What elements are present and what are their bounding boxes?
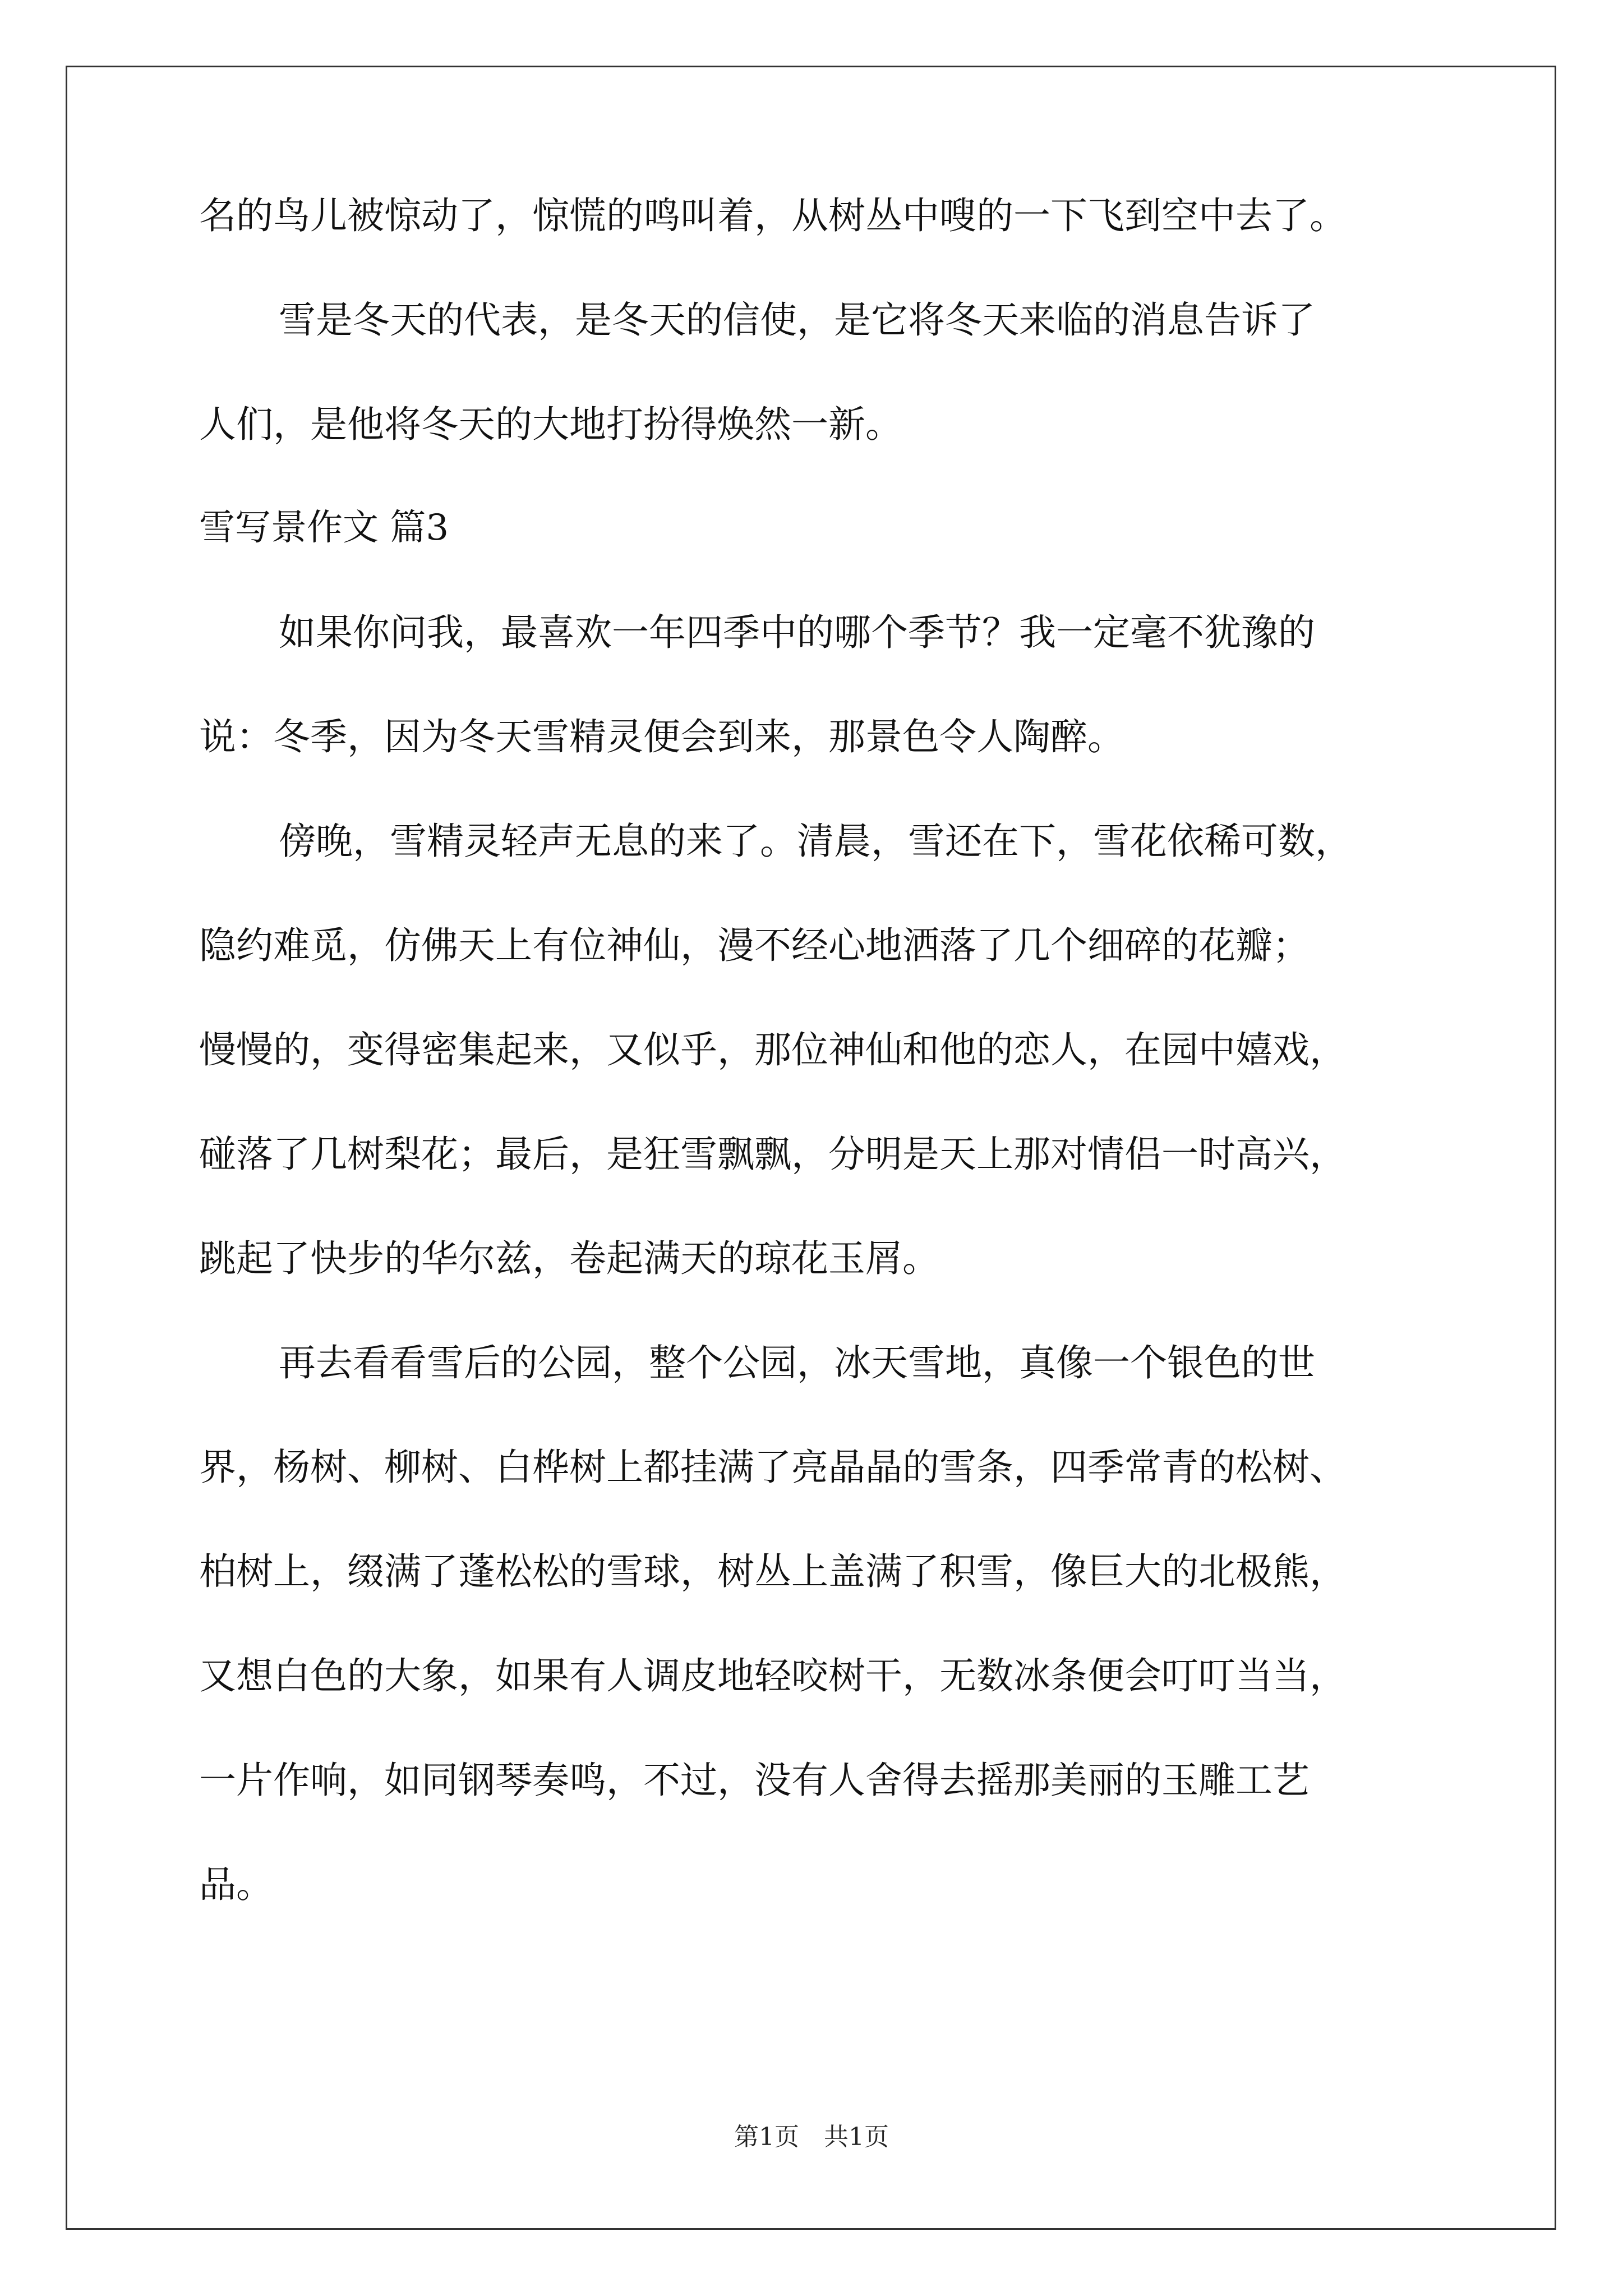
text-line: 人们，是他将冬天的大地打扮得焕然一新。 [199,403,902,446]
text-line: 品。 [199,1863,273,1906]
text-line: 又想白色的大象，如果有人调皮地轻咬树干，无数冰条便会叮叮当当， [199,1654,1347,1697]
section-heading: 雪写景作文 篇3 [199,507,449,549]
text-line: 隐约难觅，仿佛天上有位神仙，漫不经心地洒落了几个细碎的花瓣； [199,924,1310,967]
paragraph-first-line: 雪是冬天的代表，是冬天的信使，是它将冬天来临的消息告诉了 [279,298,1315,342]
text-line: 柏树上，缀满了蓬松松的雪球，树丛上盖满了积雪，像巨大的北极熊， [199,1550,1347,1593]
text-line: 跳起了快步的华尔兹，卷起满天的琼花玉屑。 [199,1237,939,1280]
paragraph-first-line: 如果你问我，最喜欢一年四季中的哪个季节？我一定毫不犹豫的 [279,611,1315,654]
text-line: 一片作响，如同钢琴奏鸣，不过，没有人舍得去摇那美丽的玉雕工艺 [199,1759,1310,1802]
paragraph-first-line: 傍晚，雪精灵轻声无息的来了。清晨，雪还在下，雪花依稀可数， [279,820,1352,863]
text-line: 名的鸟儿被惊动了，惊慌的鸣叫着，从树丛中嗖的一下飞到空中去了。 [199,194,1347,237]
page-number-footer: 第1页 共1页 [734,2123,889,2151]
text-line: 慢慢的，变得密集起来，又似乎，那位神仙和他的恋人，在园中嬉戏， [199,1028,1347,1071]
paragraph-first-line: 再去看看雪后的公园，整个公园，冰天雪地，真像一个银色的世 [279,1341,1315,1384]
text-line: 说：冬季，因为冬天雪精灵便会到来，那景色令人陶醉。 [199,715,1124,758]
text-line: 界，杨树、柳树、白桦树上都挂满了亮晶晶的雪条，四季常青的松树、 [199,1446,1347,1489]
text-line: 碰落了几树梨花；最后，是狂雪飘飘，分明是天上那对情侣一时高兴， [199,1133,1347,1176]
